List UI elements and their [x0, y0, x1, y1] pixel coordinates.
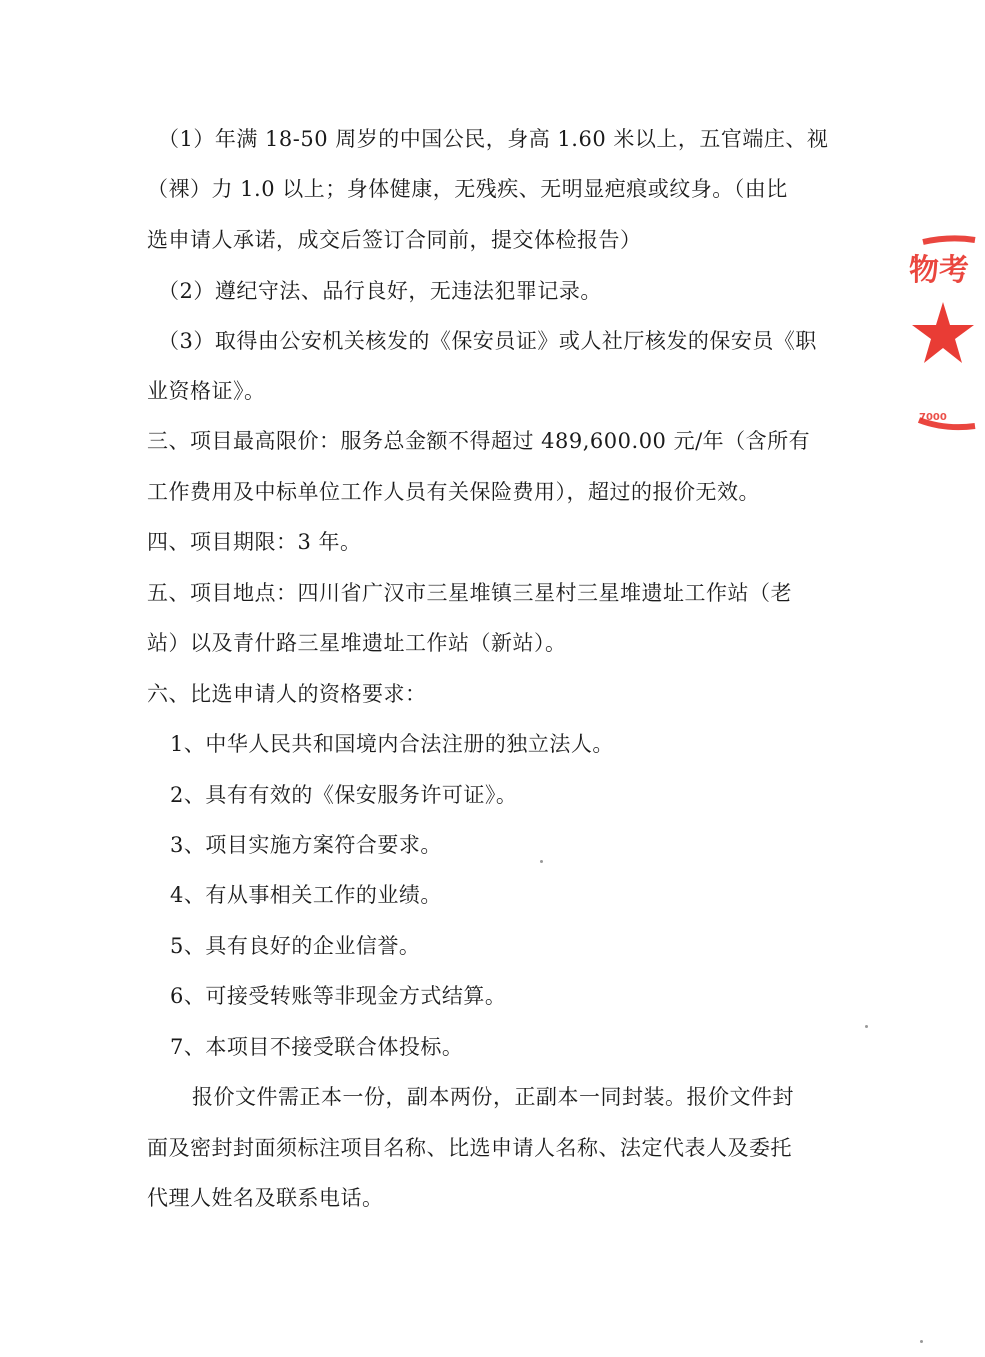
text-line-requirement-3b: 业资格证》。	[147, 379, 266, 403]
text-line-requirement-2: （2）遵纪守法、品行良好，无违法犯罪记录。	[158, 279, 602, 303]
text-line-qualification-4: 4、有从事相关工作的业绩。	[170, 883, 442, 907]
scan-speck	[540, 860, 543, 863]
text-line-section-5b: 站）以及青什路三星堆遗址工作站（新站）。	[147, 631, 567, 655]
text-line-section-3b: 工作费用及中标单位工作人员有关保险费用），超过的报价无效。	[147, 480, 760, 504]
seal-star-icon	[912, 302, 974, 363]
seal-text: 物考	[909, 253, 969, 288]
text-line-requirement-3a: （3）取得由公安机关核发的《保安员证》或人社厅核发的保安员《职	[158, 329, 817, 353]
text-line-qualification-3: 3、项目实施方案符合要求。	[170, 833, 442, 857]
text-line-closing-a: 报价文件需正本一份，副本两份，正副本一同封装。报价文件封	[192, 1085, 794, 1109]
text-line-qualification-7: 7、本项目不接受联合体投标。	[170, 1035, 464, 1059]
text-line-qualification-5: 5、具有良好的企业信誉。	[170, 934, 421, 958]
text-line-section-3a: 三、项目最高限价：服务总金额不得超过 489,600.00 元/年（含所有	[147, 429, 811, 453]
seal-number: 7000	[919, 412, 947, 423]
text-line-qualification-6: 6、可接受转账等非现金方式结算。	[170, 984, 507, 1008]
text-line-closing-c: 代理人姓名及联系电话。	[147, 1186, 384, 1210]
text-line-requirement-1a: （1）年满 18-50 周岁的中国公民，身高 1.60 米以上，五官端庄、视	[158, 127, 829, 151]
scan-speck	[920, 1340, 923, 1343]
seal-graphic	[905, 230, 985, 445]
text-line-section-5a: 五、项目地点：四川省广汉市三星堆镇三星村三星堆遗址工作站（老	[147, 581, 792, 605]
scan-speck	[865, 1025, 868, 1028]
text-line-qualification-2: 2、具有有效的《保安服务许可证》。	[170, 783, 518, 807]
text-line-qualification-1: 1、中华人民共和国境内合法注册的独立法人。	[170, 732, 614, 756]
text-line-requirement-1c: 选申请人承诺，成交后签订合同前，提交体检报告）	[147, 228, 642, 252]
text-line-section-6: 六、比选申请人的资格要求：	[147, 682, 427, 706]
official-seal	[905, 230, 985, 445]
text-line-requirement-1b: （裸）力 1.0 以上；身体健康，无残疾、无明显疤痕或纹身。（由比	[147, 177, 788, 201]
text-line-section-4: 四、项目期限：3 年。	[147, 530, 362, 554]
text-line-closing-b: 面及密封封面须标注项目名称、比选申请人名称、法定代表人及委托	[147, 1136, 792, 1160]
